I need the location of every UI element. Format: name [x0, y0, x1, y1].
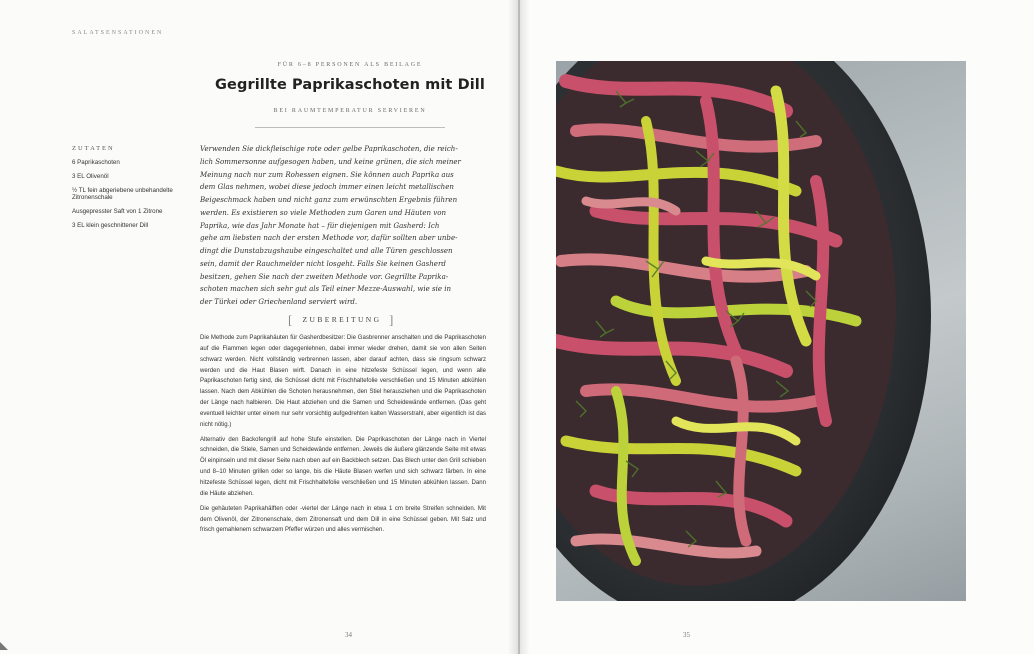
page-number-left: 34 [345, 631, 352, 639]
ingredients-list [72, 145, 192, 236]
ingredient-item: ½ TL fein abgeriebene unbehandelte Zitronenschale [72, 186, 173, 202]
recipe-title: Gegrillte Paprikaschoten mit Dill [215, 77, 485, 93]
food-photo [556, 61, 966, 601]
ingredient-item: 3 EL Olivenöl [72, 172, 109, 180]
method-text [200, 333, 486, 540]
page-corner-mark [0, 642, 8, 650]
running-head: SALATSENSATIONEN [72, 30, 164, 36]
method-paragraph: Alternativ den Backofengrill auf hohe Stufe einstellen. Die Paprikaschoten der Länge nach in Viertel schneiden, die Stiele, Samen und Scheidewände entfernen. Jeweils die äußere glänzende Seite mit etwas Öl einpinseln und mit dieser Seite nach oben auf ein Backblech setzen. Das Blech unter den Grill schieben und 8–10 Minuten grillen oder so lange, bis die Häute Blasen werfen und sich schwarz färben. In eine hitzefeste Schüssel legen, dicht mit Frischhaltefolie verschließen und 15 Minuten abkühlen lassen. Dann die Häute abziehen. [200, 436, 486, 497]
ingredients-heading: ZUTATEN [72, 145, 115, 152]
method-paragraph: Die Methode zum Paprikahäuten für Gasherdbesitzer: Die Gasbrenner anschalten und die Paprikaschoten auf die Flammen legen oder dagegenlehnen, dabei immer wieder drehen, damit sie von allen Seiten schwarz werden. Nicht vollständig verbrennen lassen, aber darauf achten, dass sie ringsum schwarz werden und die Haut Blasen wirft. Danach in eine hitzefeste Schüssel legen, und wenn alle Paprikaschoten fertig sind, die Schüssel dicht mit Frischhaltefolie verschließen und 15 Minuten abkühlen lassen. Nach dem Abkühlen die Schoten herausnehmen, den Stiel herausziehen und die Paprikaschoten der Länge nach halbieren. Die Haut abziehen und die Samen und Scheidewände entfernen. (Das geht eventuell leichter unter einem nur sehr vorsichtig aufgedrehten kalten Wasserstrahl, aber eigentlich ist das nicht nötig.) [200, 335, 486, 428]
page-number-right: 35 [683, 631, 690, 639]
recipe-subtitle: BEI RAUMTEMPERATUR SERVIEREN [273, 108, 427, 114]
method-paragraph: Die gehäuteten Paprikahälften oder -viertel der Länge nach in etwa 1 cm breite Streifen schneiden. Mit dem Olivenöl, der Zitronenschale, dem Zitronensaft und dem Dill in eine Schüssel geben. Mit Salz und frisch gemahlenem schwarzem Pfeffer würzen und alles vermischen. [200, 505, 486, 534]
ingredient-item: Ausgepresster Saft von 1 Zitrone [72, 208, 163, 216]
ingredient-item: 6 Paprikaschoten [72, 159, 120, 166]
method-heading: ZUBEREITUNG [302, 315, 382, 324]
ingredient-item: 3 EL klein geschnittener Dill [72, 222, 149, 230]
book-gutter [508, 0, 530, 654]
title-divider [255, 127, 445, 128]
intro-text: Verwenden Sie dickfleischige rote oder gelbe Paprikaschoten, die reich- lich Sommersonne aufgesogen haben, und keine grünen, die sich meiner Meinung nach nur zum Rohessen eignen. Sie können auch Paprika aus dem Glas nehmen, wobei diese jedoch immer einen leicht metallischen Beigeschmack haben und nicht ganz zum erwünschten Ergebnis führen werden. Es existieren so viele Methoden zum Garen und Häuten von Paprika, wie das Jahr Monate hat – für diejenigen mit Gasherd: Ich gehe am liebsten nach der ersten Methode vor, dafür sollten aber unbe- dingt die Dunstabzugshaube eingeschaltet und alle Türen geschlossen sein, damit der Rauchmelder nicht losgeht. Falls Sie keinen Gasherd besitzen, gehen Sie nach der zweiten Methode vor. Gegrillte Paprika- schoten machen sich sehr gut als Teil einer Mezze-Auswahl, wie sie in der Türkei oder Griechenland serviert wird. [200, 144, 461, 306]
section-bracket-left: [ [288, 312, 293, 327]
recipe-serves: FÜR 6–8 PERSONEN ALS BEILAGE [277, 62, 423, 68]
pepper-salad-illustration [556, 61, 966, 601]
section-bracket-right: ] [389, 312, 394, 327]
